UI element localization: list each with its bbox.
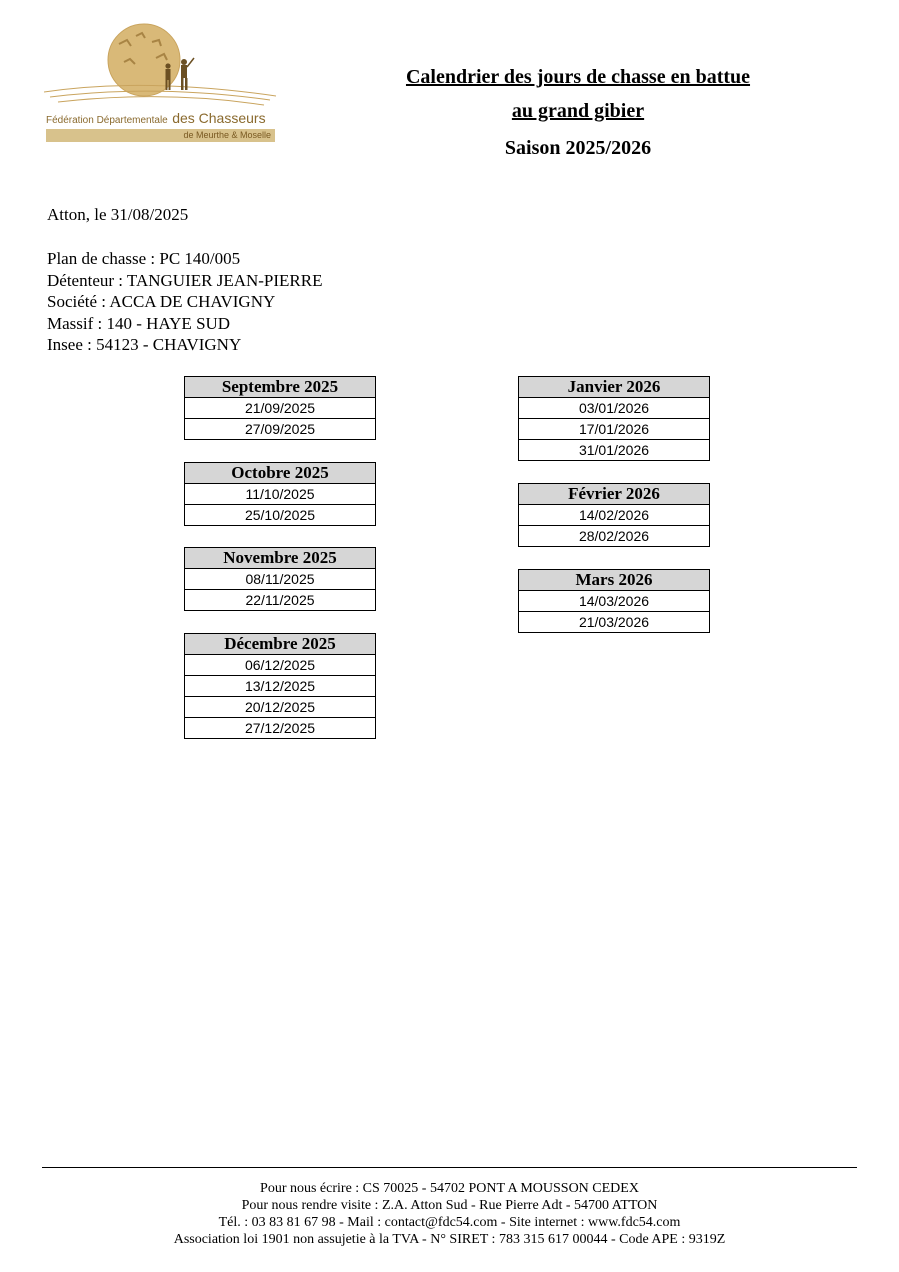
season-label: Saison 2025/2026 bbox=[504, 137, 652, 159]
logo-subtitle-band bbox=[46, 129, 275, 142]
society-line: Société : ACCA DE CHAVIGNY bbox=[47, 292, 276, 311]
hunt-date: 11/10/2025 bbox=[184, 484, 376, 505]
hunt-date: 25/10/2025 bbox=[184, 505, 376, 526]
hunters-emblem-icon bbox=[44, 22, 284, 110]
month-header: Décembre 2025 bbox=[184, 633, 376, 655]
logo-text-small: Fédération Départementale bbox=[46, 115, 168, 126]
footer-divider bbox=[42, 1167, 857, 1168]
footer-visit-address: Pour nous rendre visite : Z.A. Atton Sud - Rue Pierre Adt - 54700 ATTON bbox=[241, 1198, 658, 1213]
logo-wordmark bbox=[46, 110, 266, 128]
footer-postal-address: Pour nous écrire : CS 70025 - 54702 PONT A MOUSSON CEDEX bbox=[260, 1181, 639, 1196]
month-table-december bbox=[184, 633, 376, 739]
hunt-date: 22/11/2025 bbox=[184, 590, 376, 611]
month-header: Septembre 2025 bbox=[184, 376, 376, 398]
month-table-september bbox=[184, 376, 376, 440]
logo-subtitle: de Meurthe & Moselle bbox=[183, 130, 271, 140]
month-table-february bbox=[518, 483, 710, 547]
hunt-date: 06/12/2025 bbox=[184, 655, 376, 676]
hunt-date: 31/01/2026 bbox=[518, 440, 710, 461]
month-header: Mars 2026 bbox=[518, 569, 710, 591]
massif-line: Massif : 140 - HAYE SUD bbox=[47, 313, 231, 333]
month-header: Février 2026 bbox=[518, 483, 710, 505]
hunt-date: 17/01/2026 bbox=[518, 419, 710, 440]
footer-legal-line: Association loi 1901 non assujetie à la TVA - N° SIRET : 783 315 617 00044 - Code APE : 9319Z bbox=[173, 1232, 726, 1247]
hunt-date: 27/09/2025 bbox=[184, 419, 376, 440]
hunt-date: 20/12/2025 bbox=[184, 697, 376, 718]
month-table-november bbox=[184, 547, 376, 611]
hunt-date: 14/02/2026 bbox=[518, 505, 710, 526]
month-header: Octobre 2025 bbox=[184, 462, 376, 484]
hunt-date: 27/12/2025 bbox=[184, 718, 376, 739]
title-line-2: au grand gibier bbox=[511, 100, 645, 122]
logo-text-big: des Chasseurs bbox=[172, 110, 266, 126]
hunt-plan-info bbox=[47, 248, 322, 356]
insee-line: Insee : 54123 - CHAVIGNY bbox=[47, 335, 242, 354]
federation-logo bbox=[44, 22, 284, 147]
month-table-october bbox=[184, 462, 376, 526]
hunt-date: 21/03/2026 bbox=[518, 612, 710, 633]
hunt-date: 21/09/2025 bbox=[184, 398, 376, 419]
month-table-january bbox=[518, 376, 710, 461]
hunt-date: 28/02/2026 bbox=[518, 526, 710, 547]
month-header: Janvier 2026 bbox=[518, 376, 710, 398]
month-table-march bbox=[518, 569, 710, 633]
document-title bbox=[380, 60, 776, 160]
footer-contact-line: Tél. : 03 83 81 67 98 - Mail : contact@fdc54.com - Site internet : www.fdc54.com bbox=[218, 1215, 681, 1230]
plan-line: Plan de chasse : PC 140/005 bbox=[47, 249, 241, 268]
hunt-date: 13/12/2025 bbox=[184, 676, 376, 697]
month-header: Novembre 2025 bbox=[184, 547, 376, 569]
hunt-date: 14/03/2026 bbox=[518, 591, 710, 612]
footer-contact bbox=[0, 1180, 899, 1248]
holder-line: Détenteur : TANGUIER JEAN-PIERRE bbox=[47, 270, 323, 290]
place-and-date: Atton, le 31/08/2025 bbox=[47, 205, 189, 224]
hunt-date: 03/01/2026 bbox=[518, 398, 710, 419]
title-line-1: Calendrier des jours de chasse en battue bbox=[405, 66, 751, 88]
hunt-date: 08/11/2025 bbox=[184, 569, 376, 590]
